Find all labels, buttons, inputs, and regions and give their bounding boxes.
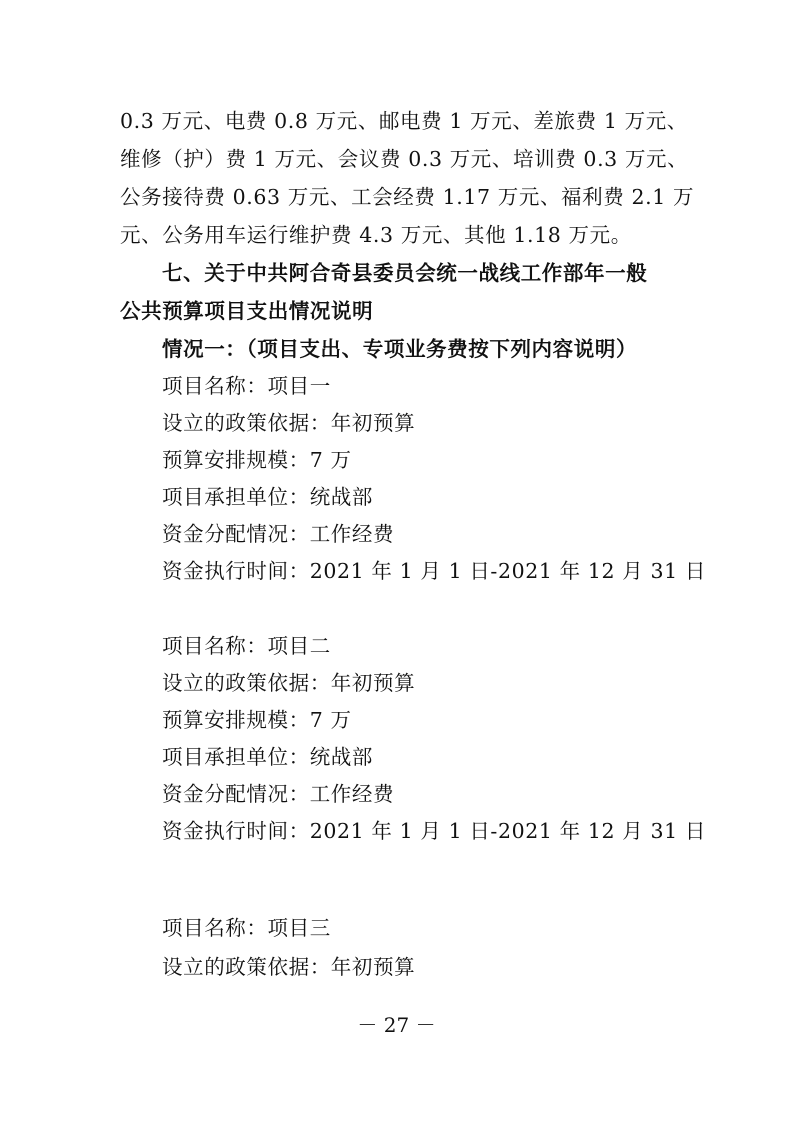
project-1-policy: 设立的政策依据：年初预算 xyxy=(162,411,416,435)
project-2-scale: 预算安排规模：7 万 xyxy=(162,708,352,732)
project-1-scale: 预算安排规模：7 万 xyxy=(162,448,352,472)
project-3-policy: 设立的政策依据：年初预算 xyxy=(162,955,416,979)
project-1-name: 项目名称：项目一 xyxy=(162,374,331,398)
project-2-period: 资金执行时间：2021 年 1 月 1 日-2021 年 12 月 31 日 xyxy=(162,819,706,843)
page-number: － 27 － xyxy=(357,1013,436,1037)
section-heading-line-2: 公共预算项目支出情况说明 xyxy=(120,299,374,323)
project-2-policy: 设立的政策依据：年初预算 xyxy=(162,671,416,695)
project-2-unit: 项目承担单位：统战部 xyxy=(162,745,373,769)
project-2-name: 项目名称：项目二 xyxy=(162,634,331,658)
section-heading-line-1: 七、关于中共阿合奇县委员会统一战线工作部年一般 xyxy=(162,261,648,285)
project-2-allocation: 资金分配情况：工作经费 xyxy=(162,782,395,806)
expense-line-2: 维修（护）费 1 万元、会议费 0.3 万元、培训费 0.3 万元、 xyxy=(120,147,689,171)
project-1-unit: 项目承担单位：统战部 xyxy=(162,485,373,509)
expense-line-1: 0.3 万元、电费 0.8 万元、邮电费 1 万元、差旅费 1 万元、 xyxy=(120,109,688,133)
project-3-name: 项目名称：项目三 xyxy=(162,916,331,940)
situation-heading: 情况一：（项目支出、专项业务费按下列内容说明） xyxy=(162,337,638,361)
project-1-allocation: 资金分配情况：工作经费 xyxy=(162,522,395,546)
expense-line-4: 元、公务用车运行维护费 4.3 万元、其他 1.18 万元。 xyxy=(120,223,632,247)
project-1-period: 资金执行时间：2021 年 1 月 1 日-2021 年 12 月 31 日 xyxy=(162,559,706,583)
expense-line-3: 公务接待费 0.63 万元、工会经费 1.17 万元、福利费 2.1 万 xyxy=(120,185,695,209)
